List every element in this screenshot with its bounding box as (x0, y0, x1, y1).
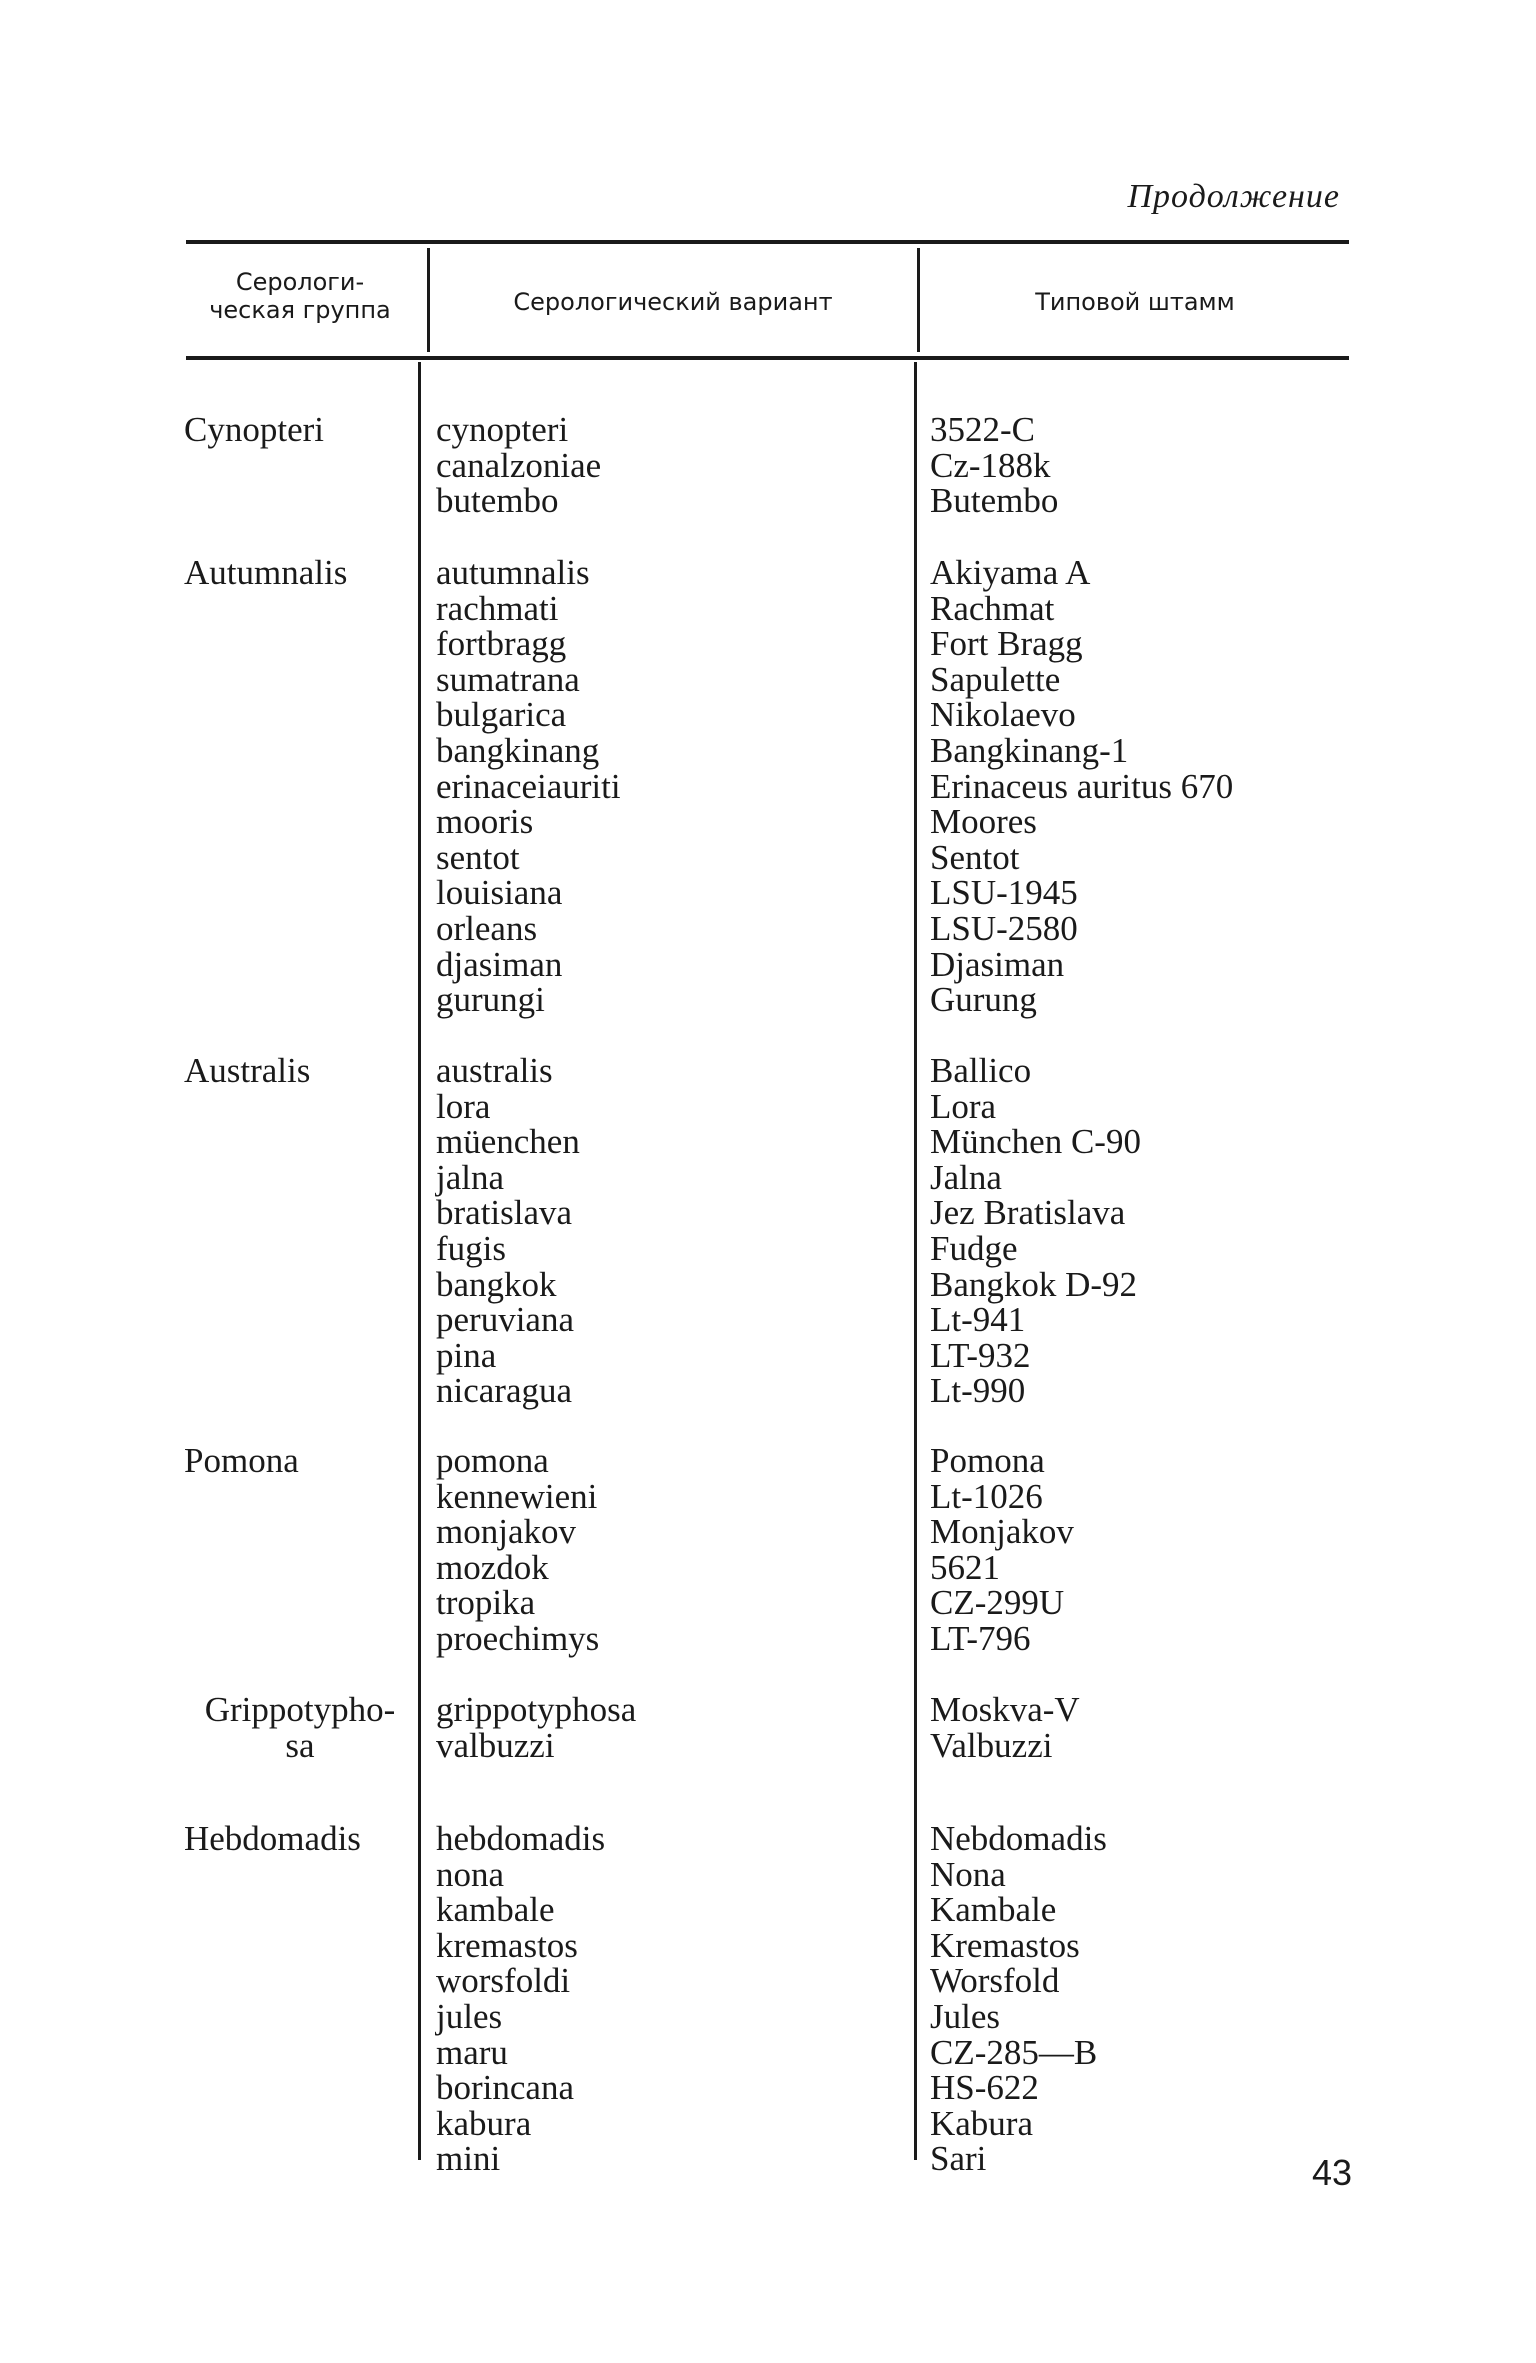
variant-name: proechimys (436, 1618, 600, 1658)
variant-name: jalna (436, 1157, 505, 1197)
group-cell (184, 1821, 404, 1857)
strain-cell (930, 1692, 1350, 1763)
header-strain: Типовой штамм (1035, 288, 1235, 316)
variant-name: djasiman (436, 944, 563, 984)
strain-name: Lora (930, 1086, 997, 1126)
strain-name: Butembo (930, 481, 1059, 521)
variant-name: cynopteri (436, 410, 569, 449)
variant-name: borincana (436, 2068, 574, 2108)
group-name: Hebdomadis (184, 1819, 361, 1858)
group-name: Autumnalis (184, 553, 348, 592)
strain-name: Akiyama A (930, 553, 1091, 592)
strain-name: 3522-C (930, 410, 1035, 449)
variant-name: jules (436, 1996, 503, 2036)
variant-name: louisiana (436, 873, 563, 913)
variant-name: mooris (436, 802, 534, 842)
variant-name: mini (436, 2139, 501, 2179)
strain-name: Lt-1026 (930, 1476, 1043, 1516)
variant-name: gurungi (436, 980, 545, 1020)
strain-name: Gurung (930, 980, 1037, 1020)
variant-name: sumatrana (436, 659, 580, 699)
group-name: Pomona (184, 1441, 299, 1480)
variant-cell (436, 1443, 906, 1657)
strain-name: HS-622 (930, 2068, 1039, 2108)
strain-name: Fudge (930, 1228, 1018, 1268)
strain-name: Ballico (930, 1051, 1032, 1090)
variant-name: lora (436, 1086, 491, 1126)
variant-name: bratislava (436, 1193, 573, 1233)
strain-name: Kambale (930, 1890, 1057, 1930)
variant-name: worsfoldi (436, 1961, 571, 2001)
strain-name: Nikolaevo (930, 695, 1076, 735)
strain-name: Nona (930, 1854, 1006, 1894)
variant-name: monjakov (436, 1512, 576, 1552)
variant-name: grippotyphosa (436, 1690, 637, 1729)
variant-name: fortbragg (436, 624, 567, 664)
group-name: Cynopteri (184, 410, 324, 449)
strain-name: LT-932 (930, 1335, 1031, 1375)
continuation-label: Продолжение (1127, 178, 1340, 215)
variant-cell (436, 1053, 906, 1409)
body-divider-1 (418, 362, 421, 2160)
strain-name: Djasiman (930, 944, 1065, 984)
variant-name: bangkok (436, 1264, 557, 1304)
strain-name: Rachmat (930, 588, 1055, 628)
variant-name: valbuzzi (436, 1725, 555, 1765)
strain-cell (930, 555, 1350, 1018)
variant-name: mozdok (436, 1547, 549, 1587)
strain-cell (930, 1821, 1350, 2177)
strain-name: Jules (930, 1996, 1000, 2036)
strain-cell (930, 412, 1350, 519)
strain-name: Erinaceus auritus 670 (930, 766, 1234, 806)
header-variant: Серологический вариант (513, 288, 833, 316)
strain-name: Jalna (930, 1157, 1002, 1197)
group-name: Australis (184, 1051, 311, 1090)
variant-name: hebdomadis (436, 1819, 606, 1858)
variant-name: pina (436, 1335, 497, 1375)
strain-cell (930, 1443, 1350, 1657)
table-top-rule (186, 240, 1349, 244)
strain-name: Bangkok D-92 (930, 1264, 1138, 1304)
variant-name: sentot (436, 837, 520, 877)
strain-name: Bangkinang-1 (930, 730, 1129, 770)
variant-name: peruviana (436, 1300, 574, 1340)
variant-cell (436, 1821, 906, 2177)
group-cell (180, 1692, 420, 1763)
strain-cell (930, 1053, 1350, 1409)
strain-name: Sapulette (930, 659, 1061, 699)
strain-name: 5621 (930, 1547, 1000, 1587)
variant-name: canalzoniae (436, 445, 602, 485)
group-name: sa (285, 1725, 315, 1765)
variant-name: nicaragua (436, 1371, 573, 1411)
variant-name: kennewieni (436, 1476, 598, 1516)
variant-name: pomona (436, 1441, 549, 1480)
group-cell (184, 1443, 404, 1479)
header-group-line1: Серологи- (235, 268, 365, 296)
variant-cell (436, 412, 906, 519)
strain-name: Cz-188k (930, 445, 1051, 485)
variant-name: autumnalis (436, 553, 590, 592)
variant-name: fugis (436, 1228, 506, 1268)
header-group (180, 268, 420, 324)
strain-name: Sari (930, 2139, 987, 2179)
variant-cell (436, 1692, 906, 1763)
variant-name: kremastos (436, 1925, 578, 1965)
strain-name: Sentot (930, 837, 1020, 877)
variant-name: erinaceiauriti (436, 766, 621, 806)
variant-name: maru (436, 2032, 508, 2072)
strain-name: LT-796 (930, 1618, 1031, 1658)
strain-name: Moores (930, 802, 1037, 842)
variant-name: butembo (436, 481, 559, 521)
strain-name: Kabura (930, 2103, 1034, 2143)
strain-name: Fort Bragg (930, 624, 1083, 664)
group-cell (184, 555, 404, 591)
strain-name: Kremastos (930, 1925, 1080, 1965)
variant-name: kambale (436, 1890, 555, 1930)
variant-name: bulgarica (436, 695, 567, 735)
group-cell (184, 1053, 404, 1089)
strain-name: Monjakov (930, 1512, 1074, 1552)
group-name: Grippotypho- (204, 1690, 396, 1729)
strain-name: Moskva-V (930, 1690, 1080, 1729)
strain-name: Worsfold (930, 1961, 1060, 2001)
strain-name: Valbuzzi (930, 1725, 1053, 1765)
page-number: 43 (1312, 2152, 1353, 2193)
variant-name: nona (436, 1854, 505, 1894)
strain-name: LSU-2580 (930, 908, 1078, 948)
strain-name: München C-90 (930, 1122, 1141, 1162)
strain-name: Lt-941 (930, 1300, 1026, 1340)
table-header-rule (186, 356, 1349, 360)
strain-name: CZ-285—B (930, 2032, 1098, 2072)
strain-name: LSU-1945 (930, 873, 1078, 913)
header-group-line2: ческая группа (209, 296, 391, 324)
strain-name: Nebdomadis (930, 1819, 1107, 1858)
group-cell (184, 412, 404, 448)
variant-name: orleans (436, 908, 538, 948)
variant-name: tropika (436, 1583, 536, 1623)
variant-name: rachmati (436, 588, 559, 628)
strain-name: Jez Bratislava (930, 1193, 1126, 1233)
strain-name: Pomona (930, 1441, 1045, 1480)
variant-name: bangkinang (436, 730, 600, 770)
variant-cell (436, 555, 906, 1018)
variant-name: müenchen (436, 1122, 580, 1162)
variant-name: australis (436, 1051, 553, 1090)
body-divider-2 (914, 362, 917, 2160)
strain-name: CZ-299U (930, 1583, 1065, 1623)
strain-name: Lt-990 (930, 1371, 1026, 1411)
variant-name: kabura (436, 2103, 532, 2143)
